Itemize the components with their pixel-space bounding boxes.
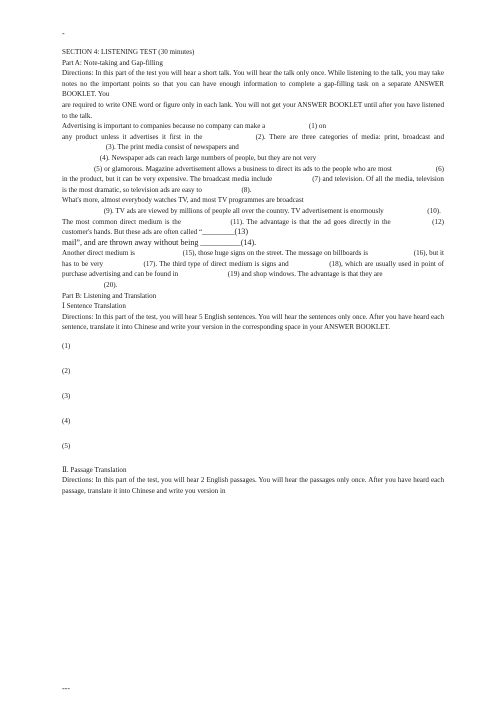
paragraph-text: (16), but it has to be very xyxy=(62,249,445,268)
paragraph-text: any product unless it advertises it first in the xyxy=(62,132,203,141)
answer-blank xyxy=(62,212,102,213)
paragraph-text: (10). xyxy=(427,206,441,215)
answer-blank xyxy=(180,275,226,276)
paragraph-text: (8). xyxy=(241,185,252,194)
paragraph-text: (20). xyxy=(103,281,118,290)
page-top-mark: - xyxy=(62,29,65,38)
part-b-title: Part B: Listening and Translation xyxy=(62,291,157,300)
paragraph-text: What's more, almost everybody watches TV, and most TV programmes are broadcast xyxy=(62,196,304,205)
paragraph-text: (6) in the product, but it can be very expensive. The broadcast media include xyxy=(62,164,444,184)
gap-fill-paragraph-1 xyxy=(62,121,444,195)
answer-blank xyxy=(393,223,429,224)
paragraph-text: mail”, and are thrown away without being xyxy=(62,237,199,247)
answer-blank xyxy=(137,254,181,255)
page-bottom-mark: --- xyxy=(62,684,70,693)
part-a-title: Part A: Note-taking and Gap-filling xyxy=(62,58,163,67)
answer-blank xyxy=(394,170,434,171)
passage-translation-directions: Directions: In this part of the test, you will hear 2 English passages. You will hear the passages only once. After you have heard each passage, translate it into Chinese and write you version in xyxy=(62,476,444,495)
answer-line-5: (5) xyxy=(62,442,71,451)
passage-translation-title: Ⅱ. Passage Translation xyxy=(62,465,127,474)
answer-blank xyxy=(204,191,240,192)
answer-line-3: (3) xyxy=(62,392,71,401)
paragraph-text: (15), those huge signs on the street. The message on billboards is xyxy=(182,249,368,258)
paragraph-text: Advertising is important to companies because no company can make a xyxy=(62,122,266,131)
section-title: SECTION 4: LISTENING TEST (30 minutes) xyxy=(62,48,195,56)
paragraph-text: (17). The third type of direct medium is signs and xyxy=(143,259,289,268)
paragraph-text: (18), which are usually used in point of purchase advertising and can be found in xyxy=(62,259,444,279)
sentence-translation-title: Ⅰ Sentence Translation xyxy=(62,302,126,311)
part-a-directions-text-2: are required to write ONE word or figure only in each lank. You will not get your ANSWER BOOKLET until after you have listened to the talk. xyxy=(62,100,444,120)
paragraph-text: (19) and shop windows. The advantage is that they are xyxy=(227,270,383,279)
gap-fill-paragraph-3 xyxy=(62,217,444,249)
part-a-directions xyxy=(62,68,444,121)
paragraph-text: The most common direct medium is the xyxy=(62,217,181,226)
page-content xyxy=(62,47,444,496)
part-a-directions-text: Directions: In this part of the test you will hear a short talk. You will hear the talk only once. While listening to the talk, you may take notes no the important points so that you can have enough information to complete a gap-filling task on a separate ANSWER BOOKLET. You xyxy=(62,69,444,99)
paragraph-text: (1) on xyxy=(308,122,326,131)
answer-blank xyxy=(62,170,92,171)
paragraph-text: (3). The print media consist of newspapers and xyxy=(105,143,239,152)
gap-fill-paragraph-4 xyxy=(62,248,444,290)
underline-blank: ________ xyxy=(202,227,235,237)
paragraph-text: (5) or glamorous. Magazine advertisement allows a business to direct its ads to the people who are most xyxy=(93,164,392,173)
answer-line-1: (1) xyxy=(62,342,71,351)
paragraph-text: (2). There are three categories of media: print, broadcast and xyxy=(255,132,445,141)
paragraph-text: (11). The advantage is that the ad goes directly in the xyxy=(230,217,391,226)
answer-line-2: (2) xyxy=(62,367,71,376)
answer-blank xyxy=(206,138,252,139)
answer-blank xyxy=(291,265,327,266)
sentence-translation-directions: Directions: In this part of the test, you will hear 5 English sentences. You will hear the sentences only once. After you have heard each sentence, translate it into Chinese and write your version in the corresponding space in your ANSWER BOOKLET. xyxy=(62,312,444,332)
paragraph-text: (13) xyxy=(234,227,249,237)
answer-line-4: (4) xyxy=(62,417,71,426)
answer-blank xyxy=(62,286,102,287)
answer-blank xyxy=(62,159,98,160)
answer-blank xyxy=(267,127,307,128)
answer-blank xyxy=(274,180,310,181)
answer-blank xyxy=(62,148,104,149)
answer-blank xyxy=(184,223,228,224)
answer-blank xyxy=(105,265,141,266)
paragraph-text: (14). xyxy=(240,237,257,247)
underline-blank: __________ xyxy=(200,237,241,247)
paragraph-text: (9). TV ads are viewed by millions of people all over the country. TV advertisement is enormously xyxy=(103,206,384,215)
paragraph-text: (4). Newspaper ads can reach large numbers of people, but they are not very xyxy=(99,153,317,162)
paragraph-text: Another direct medium is xyxy=(62,249,135,258)
answer-blank xyxy=(386,212,426,213)
paragraph-text: (7) and television. Of all the media, television is the most dramatic, so television ads are easy to xyxy=(62,175,444,194)
gap-fill-paragraph-2 xyxy=(62,195,444,216)
answer-blank xyxy=(370,254,412,255)
paragraph-text: (12) customer's hands. But these ads are often called “ xyxy=(62,217,444,237)
